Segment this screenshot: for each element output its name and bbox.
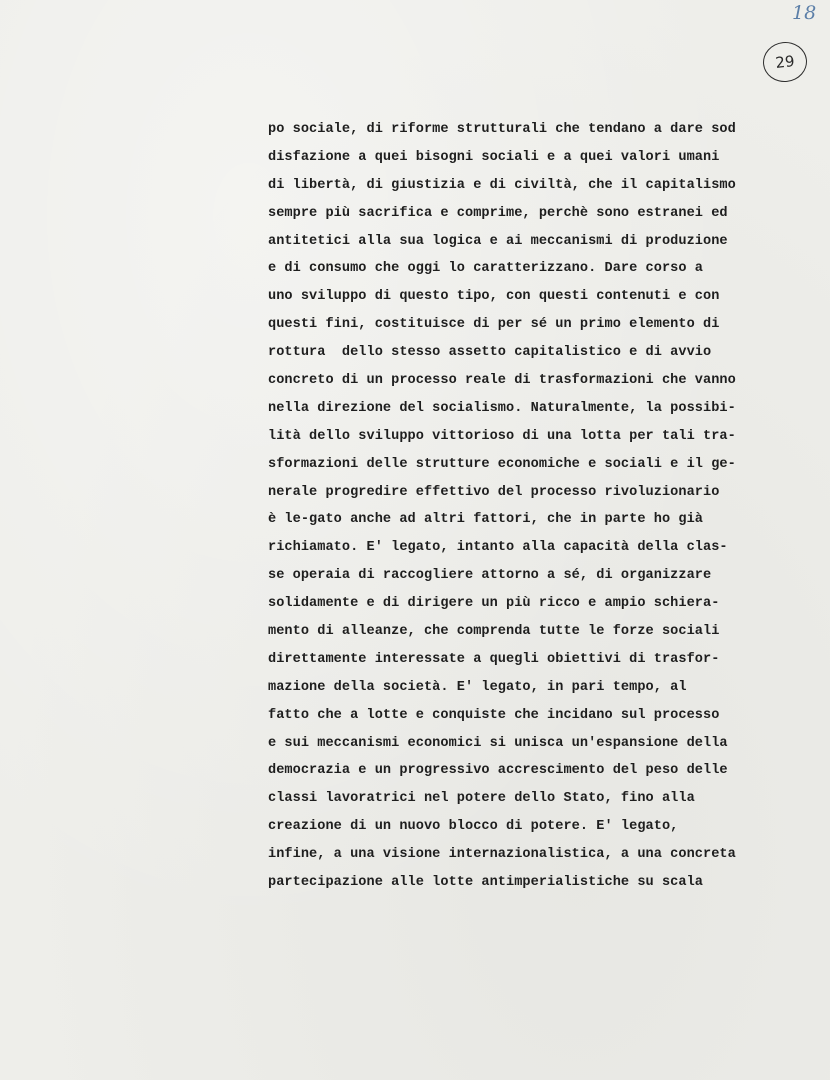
text-line: disfazione a quei bisogni sociali e a quei valori umani	[268, 149, 720, 165]
text-line: uno sviluppo di questo tipo, con questi contenuti e con	[268, 289, 720, 305]
text-line: mento di alleanze, che comprenda tutte le forze sociali	[268, 624, 720, 640]
text-line: creazione di un nuovo blocco di potere. E' legato,	[268, 819, 679, 835]
text-line: partecipazione alle lotte antimperialistiche su scala	[268, 875, 704, 891]
text-line: se operaia di raccogliere attorno a sé, di organizzare	[268, 568, 712, 584]
text-line: e di consumo che oggi lo caratterizzano. Dare corso a	[268, 261, 704, 277]
text-line: classi lavoratrici nel potere dello Stato, fino alla	[268, 791, 695, 807]
text-line: di libertà, di giustizia e di civiltà, che il capitalismo	[268, 177, 736, 193]
text-line: po sociale, di riforme strutturali che tendano a dare sod	[268, 122, 736, 137]
typewritten-text-body	[268, 116, 808, 897]
text-line: sempre più sacrifica e comprime, perchè sono estranei ed	[268, 205, 728, 221]
text-line: lità dello sviluppo vittorioso di una lotta per tali tra-	[268, 428, 736, 444]
text-line: nella direzione del socialismo. Naturalmente, la possibi-	[268, 400, 736, 416]
text-line: sformazioni delle strutture economiche e sociali e il ge-	[268, 456, 736, 472]
text-line: fatto che a lotte e conquiste che incidano sul processo	[268, 707, 720, 723]
text-line: nerale progredire effettivo del processo rivoluzionario	[268, 484, 720, 500]
text-line: solidamente e di dirigere un più ricco e ampio schiera-	[268, 596, 720, 612]
text-line: questi fini, costituisce di per sé un primo elemento di	[268, 317, 720, 333]
text-line: democrazia e un progressivo accrescimento del peso delle	[268, 763, 728, 779]
text-line: è le-gato anche ad altri fattori, che in parte ho già	[268, 512, 704, 528]
text-line: richiamato. E' legato, intanto alla capacità della clas-	[268, 540, 728, 556]
circled-page-number: 29	[761, 40, 809, 84]
text-line: direttamente interessate a quegli obiettivi di trasfor-	[268, 651, 720, 667]
text-line: antitetici alla sua logica e ai meccanismi di produzione	[268, 233, 728, 249]
text-line: rottura dello stesso assetto capitalistico e di avvio	[268, 345, 712, 361]
text-line: mazione della società. E' legato, in pari tempo, al	[268, 679, 687, 695]
text-line: infine, a una visione internazionalistica, a una concreta	[268, 847, 736, 863]
handwritten-page-number: 18	[792, 2, 817, 24]
text-line: concreto di un processo reale di trasformazioni che vanno	[268, 373, 736, 389]
text-line: e sui meccanismi economici si unisca un'espansione della	[268, 735, 728, 751]
